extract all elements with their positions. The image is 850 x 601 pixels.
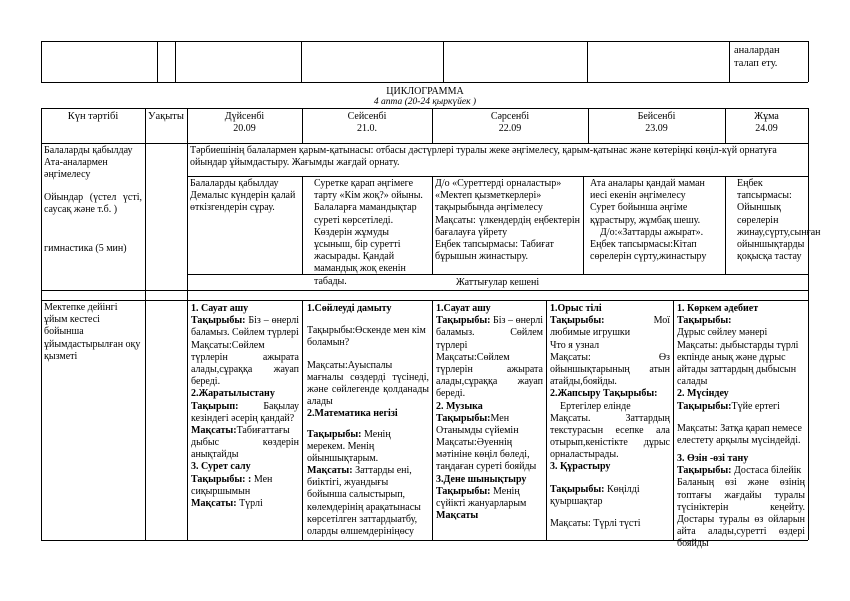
org-wed-subject-1: 1.Сауат ашу [436, 303, 491, 314]
org-thu-goal-3: Мақсаты: Түрлі түсті [550, 518, 641, 529]
topic-label: Тақырыбы: [550, 315, 605, 327]
topic-label: Тақырыбы: [677, 400, 732, 412]
header-day-wed [432, 110, 588, 136]
morning-left-line: Балаларды қабылдау [44, 145, 133, 156]
org-thu-subject-3: 3. Құрастыру [550, 461, 611, 473]
morning-left-line: Ата-аналармен әңгімелесу [44, 157, 108, 181]
org-mon-cell [187, 302, 302, 540]
morning-wed-line: Д/о «Суреттерді орналастыр» «Мектеп қызметкерлері» тақырыбында әңгімелесу [435, 178, 562, 214]
org-wed-topic-1: Біз – өнерлі баламыз. Сөйлем түрлері [436, 315, 543, 351]
goal-label: Мақсаты: [191, 498, 237, 509]
topic-label: Тақырыбы: [602, 388, 658, 400]
day-name: Бейсенбі [637, 111, 676, 122]
topic-label: Тақырыбы: [191, 315, 246, 327]
morning-thu-line: Ата аналары қандай маман иесі екенін әңгімелесу [590, 178, 705, 202]
org-mon-subject-3: 3. Сурет салу [191, 461, 251, 473]
org-wed-cell [432, 302, 546, 540]
org-fri-topic-3: Достаса білейік [734, 465, 802, 477]
top-table-bottom-border [41, 82, 808, 83]
exercises-cell: Жаттығулар кешені [455, 277, 540, 288]
org-thu-goal-1: Мақсаты: Өз ойыншықтарының атын атайды,бояйды. [550, 351, 670, 388]
org-mon-topic-3: Мен сиқыршымын [191, 473, 273, 497]
org-fri-topic-2: Түйе ертегі [731, 400, 780, 412]
org-tue-subject-1: 1.Сөйлеуді дамыту [307, 303, 392, 314]
org-tue-goal-1: Мақсаты:Ауыспалы мағналы сөздерді түсінеді, және сөйлегенде қолданады алады [307, 359, 429, 408]
topic-label: Тақырыбы: [307, 428, 362, 440]
org-mon-goal-2: Табиғаттағы дыбыс көздерін анықтайды [191, 424, 299, 461]
org-fri-subject-2: 2. Мүсіндеу [677, 388, 729, 400]
topic-label: Тақырыбы: : [191, 473, 252, 485]
goal-label: Мақсаты: [191, 424, 237, 436]
table-border-right [808, 108, 809, 540]
org-tue-topic-1: Тақырыбы:Өскенде мен кім боламын? [307, 325, 426, 349]
top-table-divider [301, 41, 302, 82]
org-wed-topic-2: Мен Отанымды сүйемін [436, 412, 519, 436]
morning-mon-line: Демалыс күндерін қалай өткізгендерін сұрау. [190, 190, 296, 214]
org-mon-topic-2: Бақылау кезіндегі әсерің қандай? [191, 400, 299, 424]
org-thu-subject-2: 2.Жапсыру [550, 388, 601, 400]
org-wed-goal-2: Мақсаты:Әуеннің мәтініне көңіл бөледі, таңдаған суреті бояйды [436, 437, 537, 473]
morning-mon-line: Балаларды қабылдау [190, 178, 279, 189]
org-thu-goal-2: Мақсаты. Заттардың текстурасын есепке ала отырып,кеністікте дұрыс орналастырады. [550, 412, 670, 461]
day-date: 22.09 [498, 123, 522, 135]
top-table-divider [587, 41, 588, 82]
morning-merged-cell: Тәрбиешінің балалармен қарым-қатынасы: отбасы дәстүрлері туралы жеке әңгімелесу, қарым-қатынас және көтеріңкі көңіл-күй орнатуға ойындар ұйымдастыру. Жағымды жағдай орнату. [190, 145, 777, 169]
header-col-schedule: Күн тәртібі [67, 111, 119, 122]
org-wed-subject-2: 2. Музыка [436, 400, 483, 412]
org-wed-goal-1: Мақсаты:Сөйлем түрлерін ажырата алады,сұраққа жауап береді. [436, 351, 543, 400]
topic-label: Тақырыбы: [677, 465, 732, 477]
org-mon-goal-1: Мақсаты:Сөйлем түрлерін ажырата алады,сұраққа жауап береді. [191, 339, 299, 388]
header-day-mon [187, 110, 302, 136]
org-left-cell: Мектепке дейінгі ұйым кестесі бойынша ұйымдастырылған оқу қызметі [44, 302, 141, 362]
top-table-divider [808, 41, 809, 82]
header-day-fri [725, 110, 808, 136]
org-fri-goal-2: Мақсаты: Затқа қарап немесе елестету арқылы мүсіндейді. [677, 422, 802, 446]
org-fri-cell [673, 302, 808, 550]
topic-label: Тақырыбы: [436, 315, 491, 327]
org-mon-topic-1: Біз – өнерлі баламыз. Сөйлем түрлері [191, 315, 300, 339]
org-thu-cell [546, 302, 673, 540]
morning-left-spacer [44, 182, 142, 192]
morning-fri-cell [725, 177, 821, 274]
page-subtitle: 4 апта (20-24 қыркүйек ) [373, 97, 477, 107]
org-thu-topic-1: Мої [653, 315, 670, 327]
org-thu-line: Что я узнал [550, 339, 600, 351]
morning-tue-line: Суретке қарап әңгімеге тарту «Кім жоқ?» ойыны. Балаларға мамандықтар суреті көрсетіледі. Көздерін жұмуды ұсыныш, бір суретті жасырады. Қандай мамандық жоқ екенін табады. [314, 178, 423, 287]
morning-fri-line: Еңбек тапсырмасы: Ойыншық сөрелерін жинау,сүрту,сынған ойыншықтарды қоқысқа тастау [737, 178, 821, 263]
topic-label: Тақырыбы: [436, 485, 491, 497]
top-table-divider [729, 41, 730, 82]
day-date: 21.0. [357, 123, 377, 135]
org-fri-goal-3: Баланың өзі және өзінің топтағы жағдайы туралы түсініктерін кеңейту. Достары туралы өз ойларын айта алады,суретті өздері бояйды [677, 477, 805, 550]
org-tue-subject-2: 2.Математика негізі [307, 408, 398, 420]
day-name: Сәрсенбі [490, 111, 530, 122]
morning-left-line: Ойындар (үстел үсті, саусақ және т.б. ) [44, 191, 142, 215]
day-date: 20.09 [233, 123, 256, 135]
day-date: 23.09 [645, 123, 668, 135]
top-table-divider [443, 41, 444, 82]
morning-left-cell [41, 144, 145, 290]
morning-wed-cell [432, 177, 583, 274]
table-morning-end-line [41, 290, 808, 291]
top-table-divider [175, 41, 176, 82]
table-days-line [187, 274, 808, 275]
table-col-line [145, 108, 146, 540]
org-thu-topic-2: Ертегілер елінде [560, 400, 631, 412]
topic-label: Тақырыбы: [677, 315, 732, 327]
org-thu-topic-3: Көңілді қуыршақтар [550, 483, 640, 507]
org-wed-subject-3: 3.Дене шынықтыру [436, 473, 527, 485]
org-fri-goal-1: Мақсаты: дыбыстарды түрлі екпінде анық және дұрыс айтады заттардың дыбысын салады [677, 339, 799, 388]
morning-thu-line: Д/о:«Заттарды ажырат». [600, 226, 704, 238]
org-fri-subject-1: 1. Көркем әдебиет [677, 303, 759, 314]
org-thu-subject-1: 1.Орыс тілі [550, 303, 602, 314]
morning-mon-cell [187, 177, 302, 274]
topic-label: Тақырыбы: [436, 412, 491, 424]
org-mon-subject-1: 1. Сауат ашу [191, 303, 249, 314]
day-name: Сейсенбі [347, 111, 387, 122]
day-date: 24.09 [755, 123, 778, 135]
morning-tue-cell [302, 177, 432, 287]
morning-thu-cell [583, 177, 725, 274]
org-fri-subject-3: 3. Өзін -өзі тану [677, 453, 749, 465]
morning-wed-line: Еңбек тапсырмасы: Табиғат бұрышын жинастыру. [435, 238, 554, 263]
header-col-time: Уақыты [148, 111, 184, 122]
morning-thu-line: Еңбек тапсырмасы:Кітап сөрелерін сүрту,жинастыру [590, 238, 707, 263]
org-thu-line: любимые игрушки [550, 327, 631, 339]
org-tue-topic-2: Менің мерекем. Менің ойыншықтарым. [307, 428, 391, 464]
org-mon-subject-2: 2.Жаратылыстану [191, 388, 275, 400]
day-name: Жұма [754, 111, 779, 122]
table-border-top [41, 108, 808, 109]
top-table-divider [41, 41, 42, 82]
morning-left-spacer [44, 216, 142, 243]
topic-label: Тақырып: [191, 400, 239, 412]
morning-left-line: гимнастика (5 мин) [44, 242, 127, 254]
top-table-divider [157, 41, 158, 82]
topic-label: Тақырыбы: [550, 483, 605, 495]
top-row-last-cell: аналардан талап ету. [734, 45, 780, 69]
org-tue-goal-2: Заттарды ені, биіктігі, жуандығы бойынша салыстырып, көлемдерінің арақатынасы көрсетілген заттардыатбу, оларды өлшемдерініңөсу [307, 465, 421, 537]
org-fri-topic-1: Дұрыс сөйлеу мәнері [677, 327, 768, 339]
org-wed-goal-3: Мақсаты [436, 510, 479, 522]
header-day-thu [588, 110, 725, 136]
morning-thu-line: Сурет бойынша әңгіме құрастыру, жұмбақ шешу. [590, 202, 701, 226]
org-wed-topic-3: Менің сүйікті жануарларым [436, 485, 527, 509]
org-tue-cell [302, 302, 432, 540]
org-mon-goal-3: Түрлі [239, 498, 263, 509]
header-day-tue [302, 110, 432, 136]
goal-label: Мақсаты: [307, 465, 353, 477]
morning-wed-line: Мақсаты: үлкендердің еңбектерін бағалауға үйрету [435, 214, 580, 238]
page-title: ЦИКЛОГРАММА [386, 86, 464, 97]
table-gap-line [41, 300, 808, 301]
day-name: Дүйсенбі [224, 111, 265, 122]
